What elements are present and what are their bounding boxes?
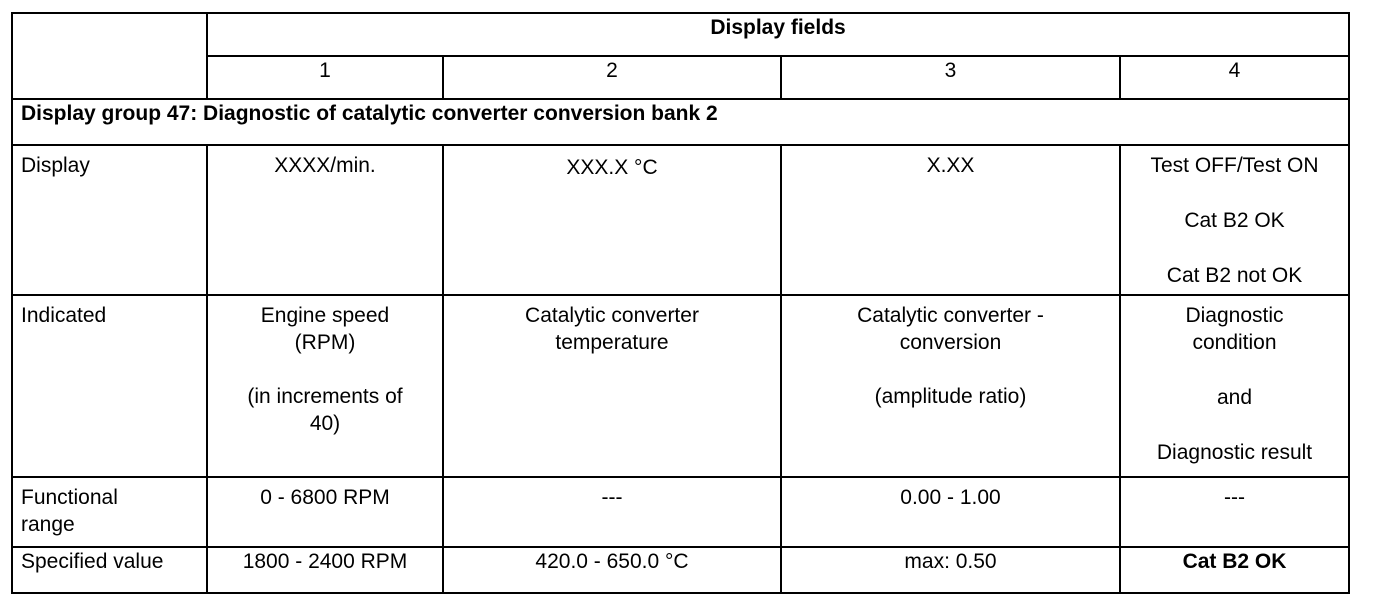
specified-value-field-3: max: 0.50 xyxy=(781,547,1120,593)
functional-range-field-3: 0.00 - 1.00 xyxy=(781,477,1120,547)
functional-range-field-2: --- xyxy=(443,477,781,547)
display-label: Display xyxy=(12,145,207,295)
indicated-field-2 xyxy=(443,295,781,477)
diagnostic-table xyxy=(11,12,1350,594)
display-field-4-line-2: Cat B2 OK xyxy=(1184,209,1285,232)
indicated-field-2-line-1: Catalytic converter xyxy=(525,304,699,327)
functional-range-field-1: 0 - 6800 RPM xyxy=(207,477,443,547)
functional-range-field-4: --- xyxy=(1120,477,1349,547)
display-field-4 xyxy=(1120,145,1349,295)
indicated-field-1 xyxy=(207,295,443,477)
indicated-label: Indicated xyxy=(12,295,207,477)
field-number-row xyxy=(12,56,1349,99)
display-field-4-line-3: Cat B2 not OK xyxy=(1166,264,1303,287)
display-row xyxy=(12,145,1349,295)
group-title-row xyxy=(12,99,1349,145)
specified-value-label: Specified value xyxy=(12,547,207,593)
functional-range-label-line-1: Functional xyxy=(21,486,118,509)
indicated-field-1-line-4: 40) xyxy=(309,412,341,435)
functional-range-row xyxy=(12,477,1349,547)
corner-cell xyxy=(12,13,207,99)
display-field-1: XXXX/min. xyxy=(207,145,443,295)
field-number-3: 3 xyxy=(781,56,1120,99)
indicated-field-1-line-2: (RPM) xyxy=(294,331,356,354)
indicated-field-4-line-1: Diagnostic xyxy=(1185,304,1284,327)
specified-value-field-2: 420.0 - 650.0 °C xyxy=(443,547,781,593)
display-field-3: X.XX xyxy=(781,145,1120,295)
header-row xyxy=(12,13,1349,56)
indicated-field-3 xyxy=(781,295,1120,477)
indicated-field-1-line-1: Engine speed xyxy=(260,304,390,327)
field-number-1: 1 xyxy=(207,56,443,99)
indicated-field-2-line-2: temperature xyxy=(555,331,669,354)
functional-range-label-line-2: range xyxy=(21,513,75,536)
functional-range-label xyxy=(12,477,207,547)
indicated-field-3-line-3: (amplitude ratio) xyxy=(874,385,1027,408)
field-number-4: 4 xyxy=(1120,56,1349,99)
specified-value-field-1: 1800 - 2400 RPM xyxy=(207,547,443,593)
indicated-field-4-line-4: Diagnostic result xyxy=(1156,441,1313,464)
display-field-4-line-1: Test OFF/Test ON xyxy=(1150,154,1319,177)
group-title: Display group 47: Diagnostic of catalytic converter conversion bank 2 xyxy=(12,99,1349,145)
specified-value-field-4: Cat B2 OK xyxy=(1120,547,1349,593)
field-number-2: 2 xyxy=(443,56,781,99)
display-field-2: XXX.X °C xyxy=(443,145,781,295)
indicated-field-4-line-3: and xyxy=(1216,386,1253,409)
indicated-field-4-line-2: condition xyxy=(1192,331,1277,354)
display-fields-header: Display fields xyxy=(207,13,1349,56)
indicated-row xyxy=(12,295,1349,477)
indicated-field-4 xyxy=(1120,295,1349,477)
indicated-field-3-line-2: conversion xyxy=(899,331,1002,354)
indicated-field-3-line-1: Catalytic converter - xyxy=(857,304,1044,327)
indicated-field-1-line-3: (in increments of xyxy=(247,385,403,408)
specified-value-row xyxy=(12,547,1349,593)
